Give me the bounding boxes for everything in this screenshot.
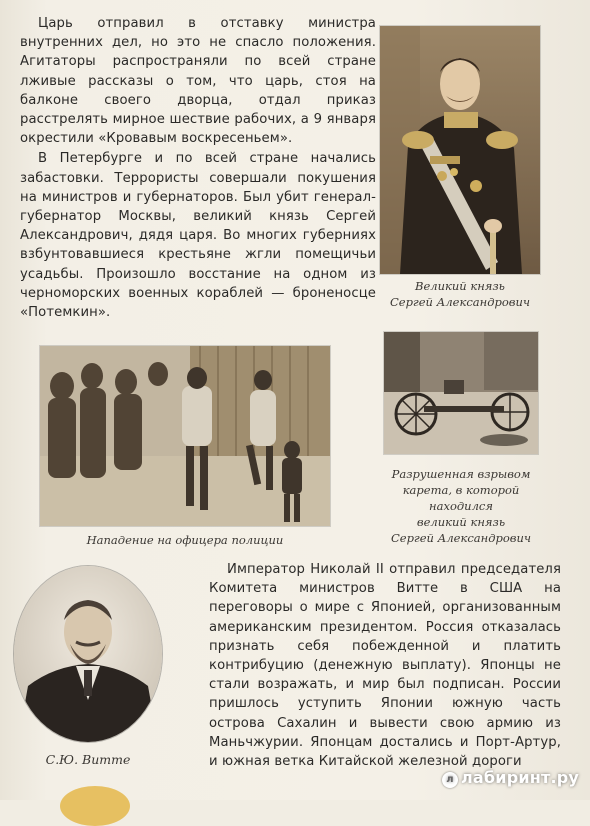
watermark [442,768,579,788]
caption-line: находился [429,499,493,513]
paragraph: В Петербурге и по всей стране начались забастовки. Террористы совершали покушения на министров и губернаторов. Был убит генерал-губернатор Москвы, великий князь Сергей Александрович, дядя царя. Во многих губерниях взбунтовавшиеся крестьяне жгли помещичьи усадьбы. Произошло восстание на одном из черноморских военных кораблей — броненосце «Потемкин». [20,151,376,321]
caption-line: Сергей Александрович [389,295,531,309]
decorative-corner [60,786,130,826]
text-block-top [20,14,376,322]
caption-line: Великий князь [415,279,505,293]
caption-line: С.Ю. Витте [45,752,131,767]
caption-line: карета, в которой [402,483,520,497]
caption-carriage [380,466,542,546]
text-block-bottom [209,560,561,771]
attack-illustration [40,346,330,526]
caption-grand-duke [380,278,540,310]
witte-portrait [14,566,162,742]
carriage-photo [384,332,538,454]
grand-duke-portrait [380,26,540,274]
caption-line: великий князь [416,515,506,529]
caption-line: Разрушенная взрывом [391,467,531,481]
caption-line: Нападение на офицера полиции [86,533,284,547]
caption-witte [28,752,148,768]
paragraph: Император Николай II отправил председателя Комитета министров Витте в США на переговоры о мире с Японией, организованным американским президентом. Россия отказалась признать себя побежденной и платить контрибуцию (денежную выплату). Японцы не стали возражать, и мир был подписан. России пришлось уступить Японии южную часть острова Сахалин и вывести свою армию из Маньчжурии. Японцам достались и Порт-Артур, и южная ветка Китайской железной дороги [209,562,561,770]
paragraph: Царь отправил в отставку министра внутренних дел, но это не спасло положения. Агитаторы распространяли по всей стране лживые рассказы о том, что царь, стоя на балконе своего дворца, отдал приказ расстрелять мирное шествие рабочих, а 9 января окрестили «Кровавым воскресеньем». [20,16,376,147]
watermark-text: лабиринт.ру [461,768,580,787]
caption-line: Сергей Александрович [390,531,532,545]
labirint-logo-icon: л [442,772,458,788]
caption-attack [40,532,330,548]
